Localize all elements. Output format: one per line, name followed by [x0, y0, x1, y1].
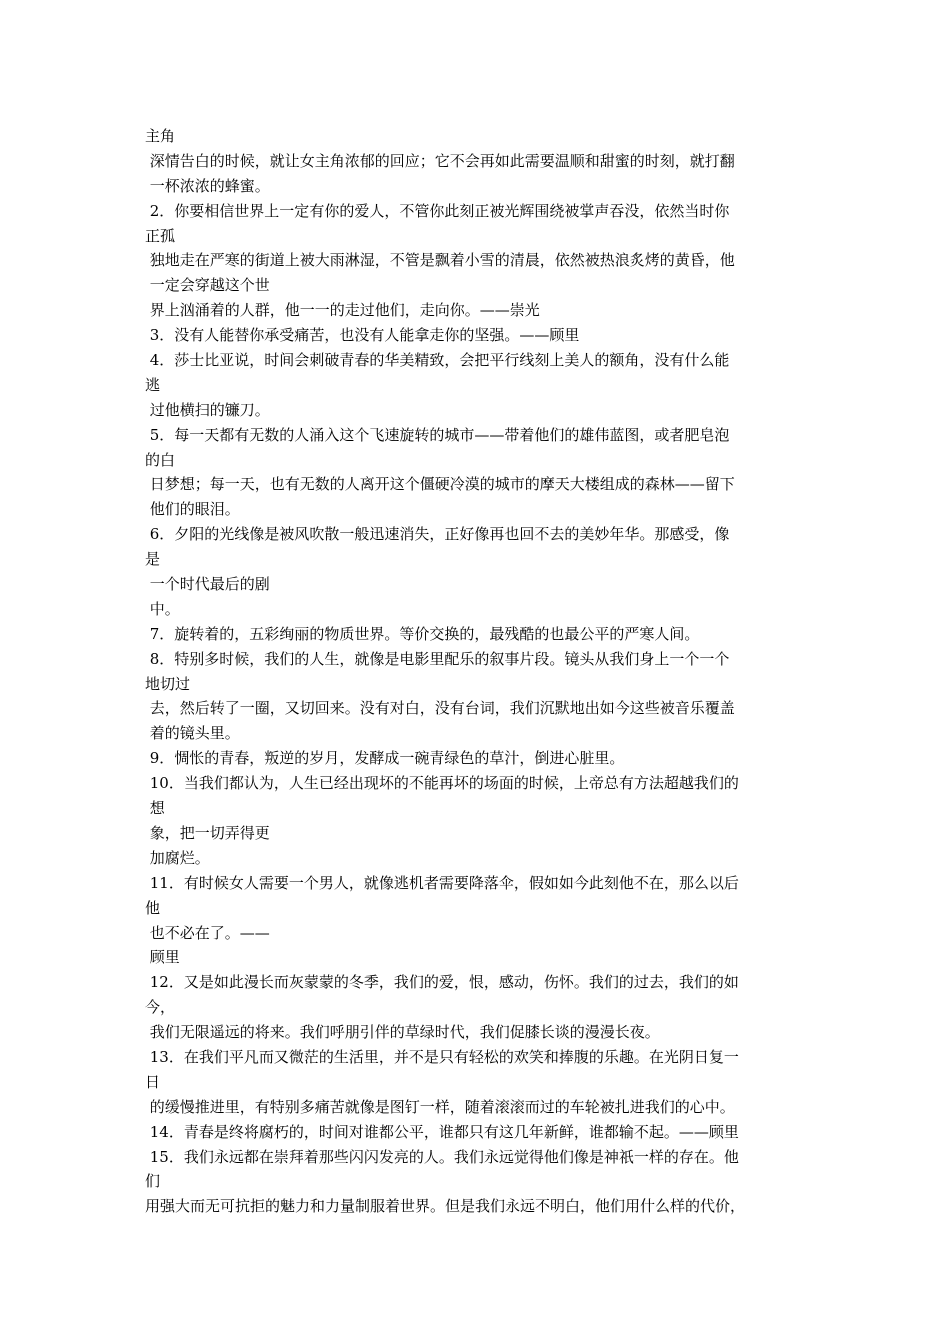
text-line: 6．夕阳的光线像是被风吹散一般迅速消失，正好像再也回不去的美妙年华。那感受，像	[145, 525, 730, 544]
text-line: 想	[145, 799, 165, 818]
text-line: 12．又是如此漫长而灰蒙蒙的冬季，我们的爱，恨，感动，伤怀。我们的过去，我们的如	[145, 973, 739, 992]
text-line: 深情告白的时候，就让女主角浓郁的回应；它不会再如此需要温顺和甜蜜的时刻，就打翻	[145, 151, 735, 170]
text-line: 14．青春是终将腐朽的，时间对谁都公平，谁都只有这几年新鲜，谁都输不起。——顾里	[145, 1122, 739, 1141]
text-line: 象，把一切弄得更	[145, 823, 270, 842]
text-line: 一杯浓浓的蜂蜜。	[145, 176, 270, 195]
text-line: 2．你要相信世界上一定有你的爱人，不管你此刻正被光辉围绕被掌声吞没，依然当时你	[145, 201, 730, 220]
text-line: 他们的眼泪。	[145, 500, 240, 519]
text-line: 过他横扫的镰刀。	[145, 400, 270, 419]
text-line: 顾里	[145, 948, 180, 967]
text-line: 8．特别多时候，我们的人生，就像是电影里配乐的叙事片段。镜头从我们身上一个一个	[145, 649, 730, 668]
text-line: 加腐烂。	[145, 848, 210, 867]
text-line: 我们无限遥远的将来。我们呼朋引伴的草绿时代，我们促膝长谈的漫漫长夜。	[145, 1023, 660, 1042]
text-line: 9．惆怅的青春，叛逆的岁月，发酵成一碗青绿色的草汁，倒进心脏里。	[145, 749, 625, 768]
text-line: 一个时代最后的剧	[145, 575, 270, 594]
text-line: 地切过	[145, 674, 191, 693]
document-page	[145, 124, 815, 1219]
text-line: 的白	[145, 450, 176, 469]
text-line: 日梦想；每一天，也有无数的人离开这个僵硬冷漠的城市的摩天大楼组成的森林——留下	[145, 475, 735, 494]
text-line: 也不必在了。——	[145, 923, 270, 942]
text-line: 主角	[145, 127, 176, 145]
text-line: 5．每一天都有无数的人涌入这个飞速旋转的城市——带着他们的雄伟蓝图，或者肥皂泡	[145, 425, 730, 444]
text-line: 正孤	[145, 226, 176, 245]
text-line: 们	[145, 1172, 161, 1191]
text-line: 去，然后转了一圈，又切回来。没有对白，没有台词，我们沉默地出如今这些被音乐覆盖	[145, 699, 735, 718]
text-line: 11．有时候女人需要一个男人，就像逃机者需要降落伞，假如如今此刻他不在，那么以后	[145, 873, 739, 892]
text-line: 日	[145, 1072, 161, 1091]
text-line: 13．在我们平凡而又微茫的生活里，并不是只有轻松的欢笑和捧腹的乐趣。在光阴日复一	[145, 1047, 739, 1066]
text-line: 中。	[145, 599, 180, 618]
text-line: 一定会穿越这个世	[145, 276, 270, 295]
text-line: 逃	[145, 375, 161, 394]
text-line: 界上汹涌着的人群，他一一的走过他们，走向你。——崇光	[145, 301, 540, 320]
text-line: 7．旋转着的，五彩绚丽的物质世界。等价交换的，最残酷的也最公平的严寒人间。	[145, 624, 700, 643]
text-line: 的缓慢推进里，有特别多痛苦就像是图钉一样，随着滚滚而过的车轮被扎进我们的心中。	[145, 1097, 735, 1116]
text-line: 15．我们永远都在崇拜着那些闪闪发亮的人。我们永远觉得他们像是神祇一样的存在。他	[145, 1147, 739, 1166]
text-line: 3．没有人能替你承受痛苦，也没有人能拿走你的坚强。——顾里	[145, 326, 580, 345]
text-line: 今，	[145, 998, 176, 1017]
text-line: 着的镜头里。	[145, 724, 240, 743]
text-line: 他	[145, 898, 161, 917]
text-line: 独地走在严寒的街道上被大雨淋湿，不管是飘着小雪的清晨，依然被热浪炙烤的黄昏，他	[145, 251, 735, 270]
text-line: 4．莎士比亚说，时间会刺破青春的华美精致，会把平行线刻上美人的额角，没有什么能	[145, 351, 730, 370]
text-line: 10．当我们都认为，人生已经出现坏的不能再坏的场面的时候，上帝总有方法超越我们的	[145, 774, 739, 793]
text-line: 用强大而无可抗拒的魅力和力量制服着世界。但是我们永远不明白，他们用什么样的代价，	[145, 1197, 746, 1216]
text-line: 是	[145, 550, 161, 569]
